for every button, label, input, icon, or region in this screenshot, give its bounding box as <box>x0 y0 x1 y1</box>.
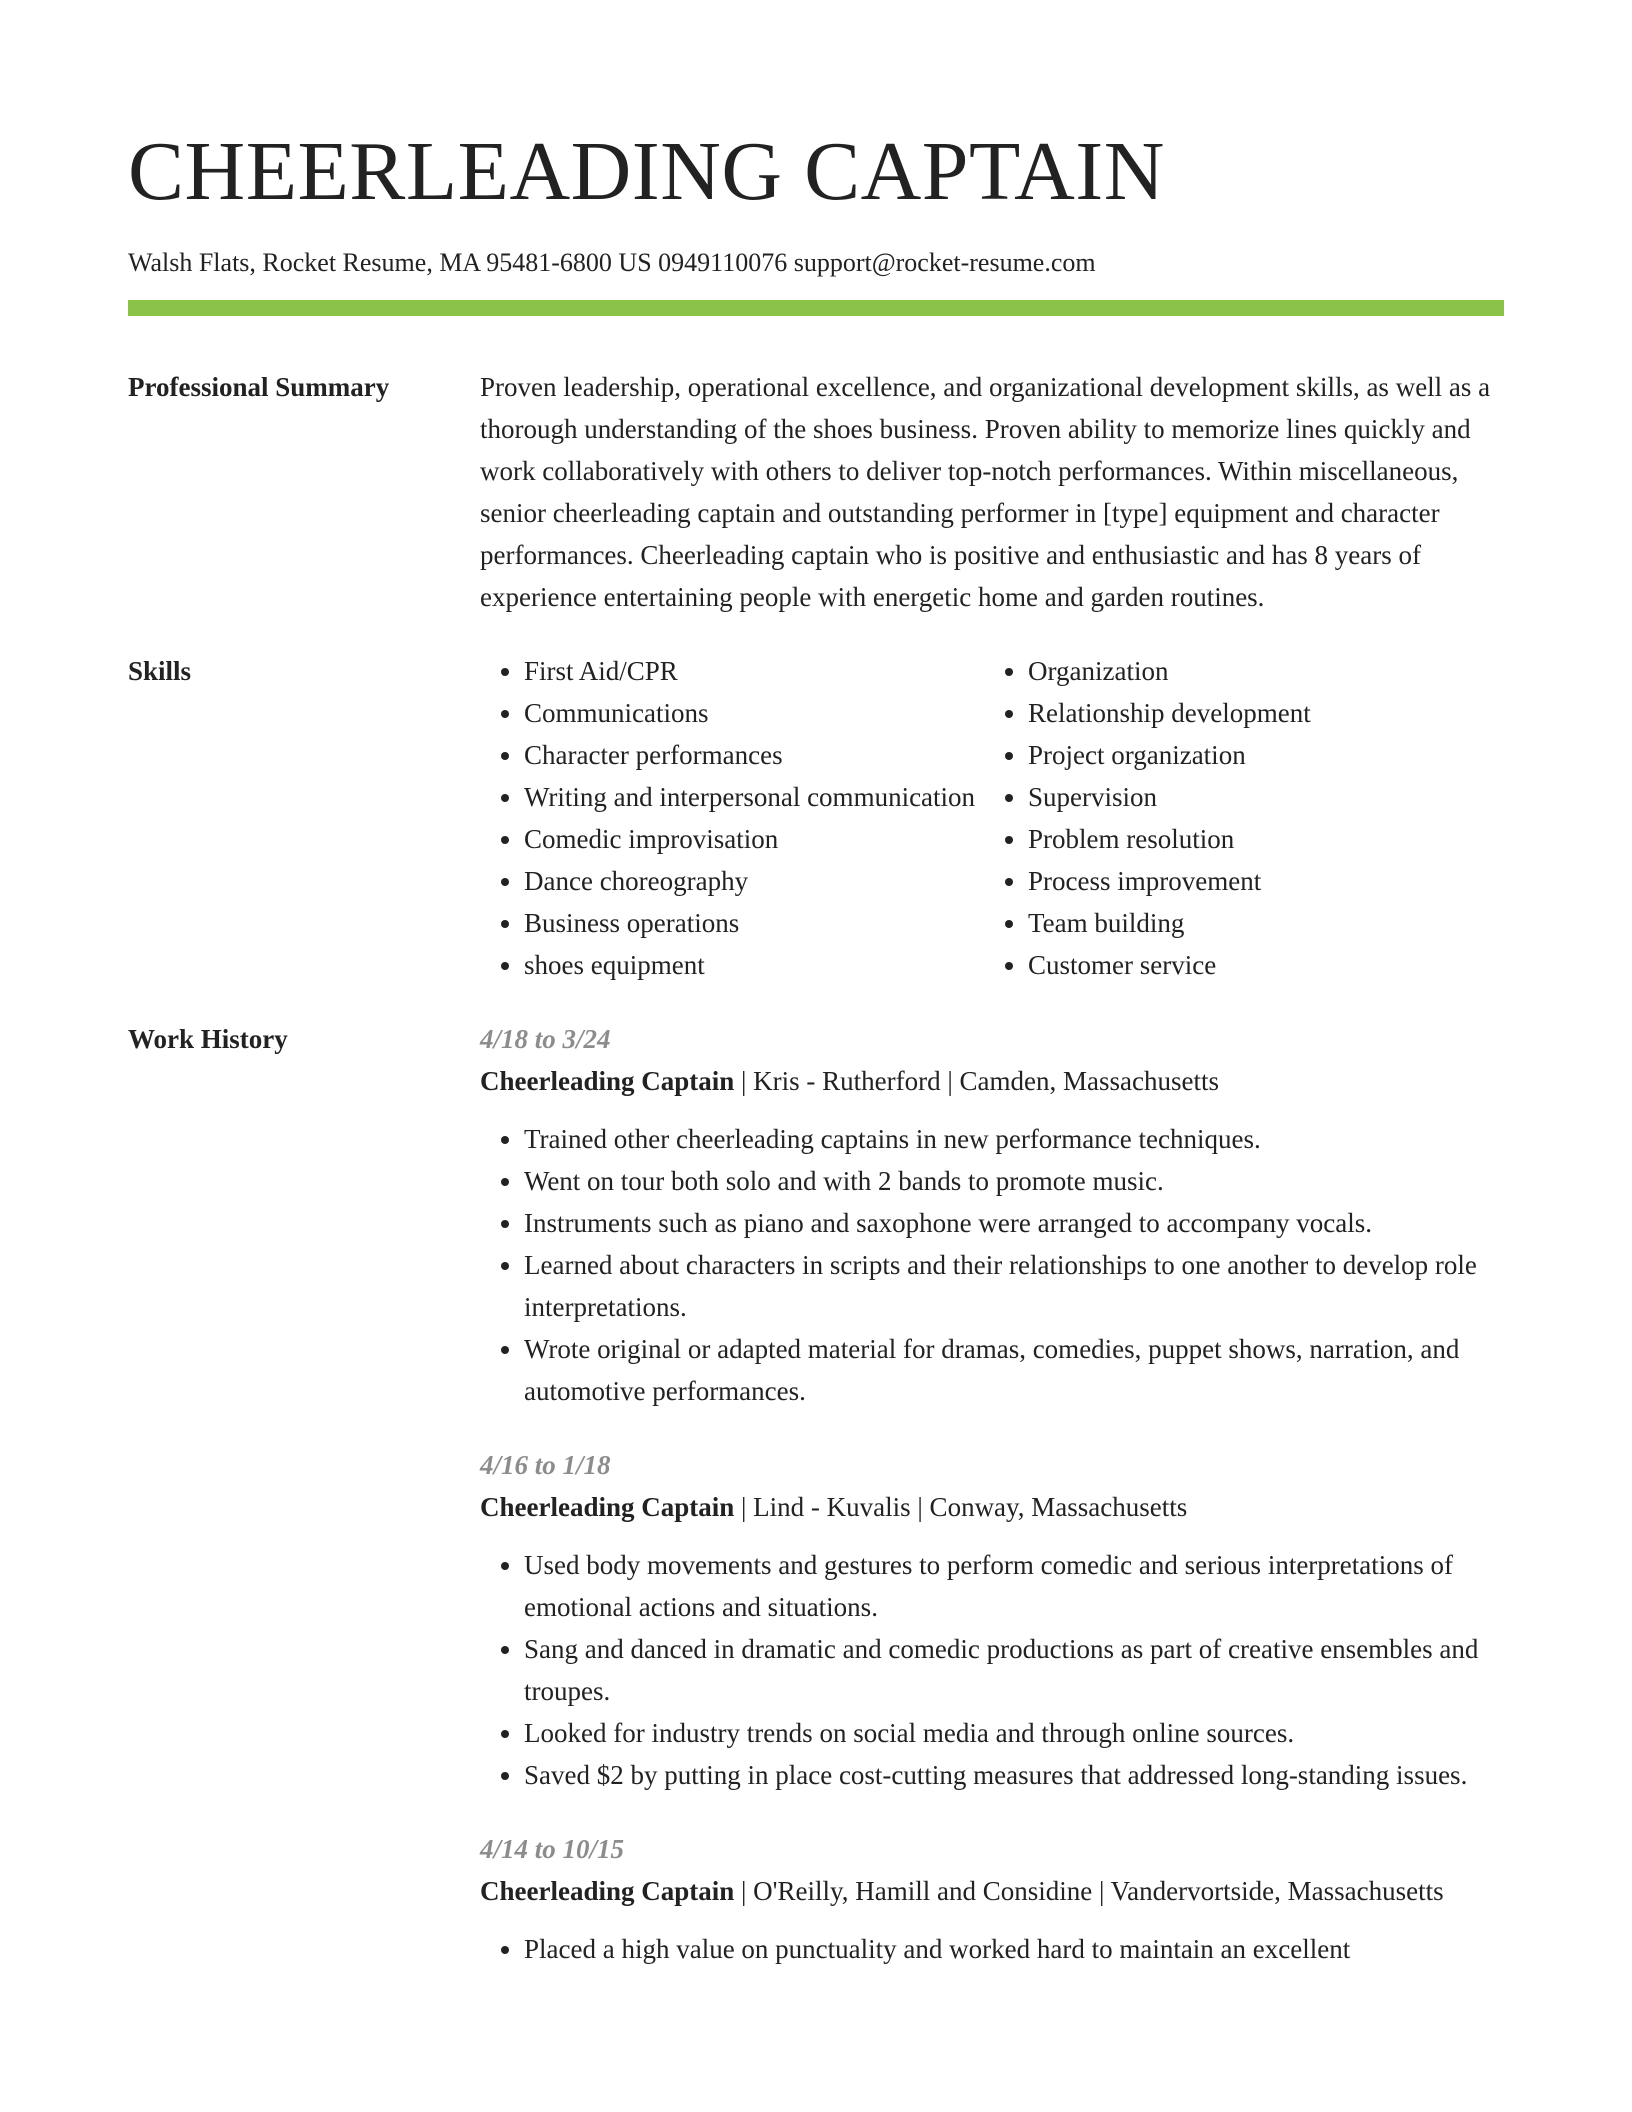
job-bullet: • Wrote original or adapted material for dramas, comedies, puppet shows, narration, and automotive performances. <box>524 1328 1504 1412</box>
job-entry <box>480 1018 1504 1412</box>
skills-list-left <box>480 650 984 986</box>
skill-item: • Customer service <box>1028 944 1488 986</box>
skill-item: • shoes equipment <box>524 944 984 986</box>
job-title: Cheerleading Captain <box>480 1492 735 1522</box>
resume-name-heading: CHEERLEADING CAPTAIN <box>128 125 1165 218</box>
skill-item: • First Aid/CPR <box>524 650 984 692</box>
header-divider <box>128 300 1504 316</box>
skills-section <box>128 650 1504 986</box>
skills-column-right <box>984 650 1488 986</box>
skill-item: • Problem resolution <box>1028 818 1488 860</box>
job-entry <box>480 1444 1504 1796</box>
section-label-summary: Professional Summary <box>128 372 390 402</box>
skills-list-right <box>984 650 1488 986</box>
skill-item: • Business operations <box>524 902 984 944</box>
job-date: 4/16 to 1/18 <box>480 1450 611 1480</box>
resume-page <box>128 0 1504 2002</box>
skill-item: • Organization <box>1028 650 1488 692</box>
job-employer-location: | Kris - Rutherford | Camden, Massachusetts <box>734 1066 1219 1096</box>
skill-item: • Project organization <box>1028 734 1488 776</box>
summary-body <box>480 366 1504 618</box>
job-bullet: • Looked for industry trends on social media and through online sources. <box>524 1712 1504 1754</box>
job-bullet: • Saved $2 by putting in place cost-cutting measures that addressed long-standing issues. <box>524 1754 1504 1796</box>
job-entry <box>480 1828 1504 1970</box>
professional-summary-section <box>128 366 1504 618</box>
skill-item: • Process improvement <box>1028 860 1488 902</box>
job-bullet: • Learned about characters in scripts and their relationships to one another to develop role interpretations. <box>524 1244 1504 1328</box>
job-bullets <box>480 1928 1504 1970</box>
job-date: 4/18 to 3/24 <box>480 1024 611 1054</box>
summary-text: Proven leadership, operational excellence, and organizational development skills, as well as a thorough understanding of the shoes business. Proven ability to memorize lines quickly and work collaboratively with others to deliver top-notch performances. Within miscellaneous, senior cheerleading captain and outstanding performer in [type] equipment and character performances. Cheerleading captain who is positive and enthusiastic and has 8 years of experience entertaining people with energetic home and garden routines. <box>480 372 1491 612</box>
skills-columns <box>480 650 1504 986</box>
job-bullets <box>480 1544 1504 1796</box>
job-bullet: • Used body movements and gestures to perform comedic and serious interpretations of emotional actions and situations. <box>524 1544 1504 1628</box>
skill-item: • Writing and interpersonal communication <box>524 776 984 818</box>
job-employer-location: | O'Reilly, Hamill and Considine | Vandervortside, Massachusetts <box>734 1876 1444 1906</box>
job-bullets <box>480 1118 1504 1412</box>
job-title-line <box>480 1870 1504 1912</box>
skill-item: • Team building <box>1028 902 1488 944</box>
skill-item: • Comedic improvisation <box>524 818 984 860</box>
skill-item: • Relationship development <box>1028 692 1488 734</box>
section-label-work-history: Work History <box>128 1024 288 1054</box>
job-title-line <box>480 1486 1504 1528</box>
job-bullet: • Placed a high value on punctuality and worked hard to maintain an excellent <box>524 1928 1504 1970</box>
skill-item: • Supervision <box>1028 776 1488 818</box>
skill-item: • Dance choreography <box>524 860 984 902</box>
skills-column-left <box>480 650 984 986</box>
job-title: Cheerleading Captain <box>480 1876 735 1906</box>
job-title: Cheerleading Captain <box>480 1066 735 1096</box>
skill-item: • Character performances <box>524 734 984 776</box>
job-bullet: • Trained other cheerleading captains in new performance techniques. <box>524 1118 1504 1160</box>
contact-line: Walsh Flats, Rocket Resume, MA 95481-6800 US 0949110076 support@rocket-resume.com <box>128 248 1096 277</box>
job-employer-location: | Lind - Kuvalis | Conway, Massachusetts <box>734 1492 1188 1522</box>
work-history-body <box>480 1018 1504 2002</box>
job-bullet: • Sang and danced in dramatic and comedic productions as part of creative ensembles and troupes. <box>524 1628 1504 1712</box>
job-title-line <box>480 1060 1504 1102</box>
work-history-section <box>128 1018 1504 2002</box>
job-bullet: • Instruments such as piano and saxophone were arranged to accompany vocals. <box>524 1202 1504 1244</box>
job-bullet: • Went on tour both solo and with 2 bands to promote music. <box>524 1160 1504 1202</box>
section-label-skills: Skills <box>128 656 192 686</box>
skill-item: • Communications <box>524 692 984 734</box>
job-date: 4/14 to 10/15 <box>480 1834 625 1864</box>
